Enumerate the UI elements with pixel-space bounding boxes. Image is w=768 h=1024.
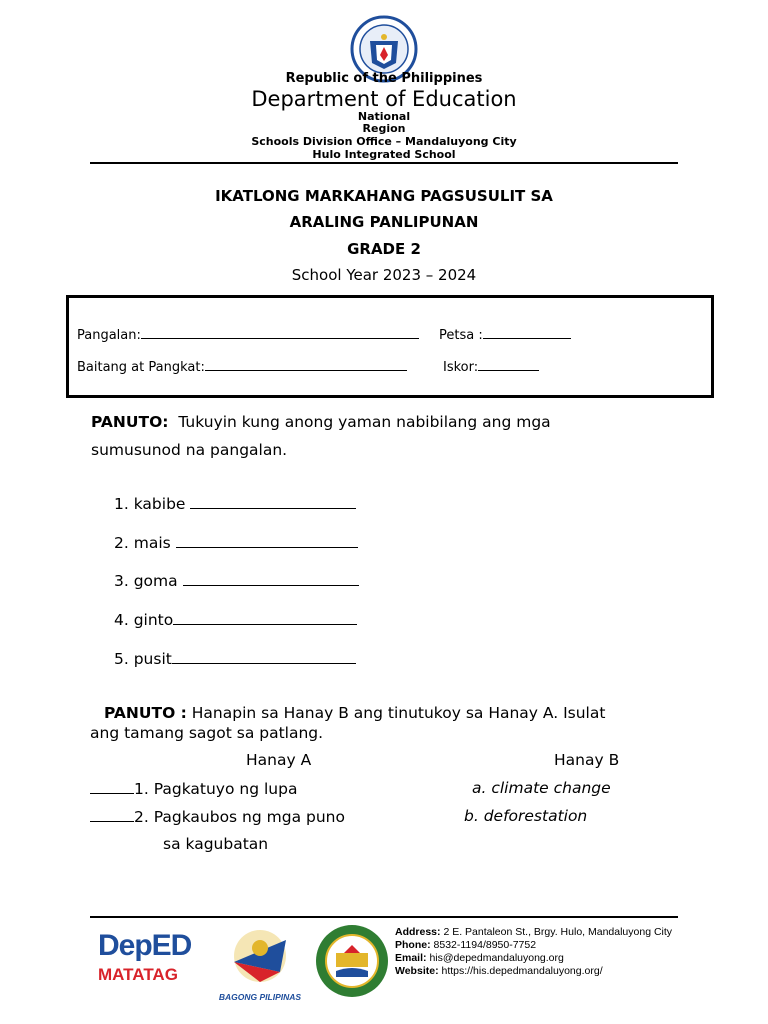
- part1-item-blank[interactable]: [173, 610, 357, 625]
- deped-matatag-logo: [98, 929, 198, 999]
- republic-heading: Republic of the Philippines: [285, 71, 483, 86]
- region-heading: Region: [362, 122, 406, 135]
- website-label: Website:: [395, 965, 439, 977]
- footer-address: [395, 926, 672, 938]
- bagong-pilipinas-emblem-icon: [210, 922, 310, 986]
- section-blank[interactable]: [205, 356, 407, 371]
- section-field-row: [77, 356, 407, 375]
- deped-logo-text: DepED: [98, 929, 192, 962]
- part1-item-blank[interactable]: [176, 533, 358, 548]
- grade-heading: GRADE 2: [347, 240, 421, 258]
- part1-item-blank[interactable]: [172, 649, 356, 664]
- score-field-row: [443, 356, 539, 375]
- part2-directions-line2: ang tamang sagot sa patlang.: [90, 724, 324, 742]
- department-heading: Department of Education: [251, 87, 517, 111]
- division-heading: Schools Division Office – Mandaluyong City: [251, 135, 517, 148]
- school-year: School Year 2023 – 2024: [291, 266, 477, 284]
- part1-item-text: 5. pusit: [114, 650, 172, 668]
- date-label: Petsa :: [439, 328, 483, 343]
- address-value: 2 E. Pantaleon St., Brgy. Hulo, Mandaluyong City: [443, 926, 673, 938]
- footer-website: [395, 965, 603, 977]
- bagong-pilipinas-text: BAGONG PILIPINAS: [218, 992, 302, 1002]
- email-value[interactable]: his@depedmandaluyong.org: [429, 952, 564, 964]
- student-info-box: [66, 295, 714, 398]
- name-field-row: [77, 324, 419, 343]
- part1-item-text: 3. goma: [114, 572, 178, 590]
- part2-directions-label: PANUTO :: [104, 704, 187, 722]
- part2-item-a-text: 1. Pagkatuyo ng lupa: [134, 780, 298, 798]
- part2-item-a: [90, 807, 345, 826]
- part2-item-b: b. deforestation: [464, 807, 588, 825]
- phone-value: 8532-1194/8950-7752: [433, 939, 537, 951]
- part2-answer-blank[interactable]: [90, 779, 134, 794]
- exam-title-line2: ARALING PANLIPUNAN: [289, 213, 479, 231]
- part1-item-text: 2. mais: [114, 534, 171, 552]
- part2-answer-blank[interactable]: [90, 807, 134, 822]
- part1-item: [114, 533, 358, 552]
- column-b-header: Hanay B: [554, 751, 620, 769]
- national-heading: National: [357, 110, 411, 123]
- part2-directions-line1: [104, 704, 605, 722]
- part1-item: [114, 494, 356, 513]
- part1-directions-line2: sumusunod na pangalan.: [91, 441, 288, 459]
- part1-item-blank[interactable]: [190, 494, 356, 509]
- matatag-logo-text: MATATAG: [98, 965, 178, 984]
- section-label: Baitang at Pangkat:: [77, 360, 205, 375]
- part1-directions-text: Tukuyin kung anong yaman nabibilang ang mga: [178, 413, 551, 431]
- exam-title-line1: IKATLONG MARKAHANG PAGSUSULIT SA: [215, 187, 553, 205]
- part2-item-a-text: 2. Pagkaubos ng mga puno: [134, 808, 345, 826]
- part1-item-blank[interactable]: [183, 571, 359, 586]
- header-divider: [90, 162, 678, 164]
- part1-item-text: 1. kabibe: [114, 495, 186, 513]
- part2-directions-text: Hanapin sa Hanay B ang tinutukoy sa Hanay A. Isulat: [191, 704, 606, 722]
- part2-item-a-continued: sa kagubatan: [163, 835, 269, 853]
- email-label: Email:: [395, 952, 427, 964]
- part1-item: [114, 649, 356, 668]
- column-a-header: Hanay A: [246, 751, 312, 769]
- date-field-row: [439, 324, 571, 343]
- part2-item-a: [90, 779, 297, 798]
- address-label: Address:: [395, 926, 441, 938]
- part1-directions-label: PANUTO:: [91, 413, 169, 431]
- website-link[interactable]: https://his.depedmandaluyong.org/: [441, 965, 603, 977]
- part1-item: [114, 610, 357, 629]
- date-blank[interactable]: [483, 324, 571, 339]
- phone-label: Phone:: [395, 939, 431, 951]
- footer-email: [395, 952, 564, 964]
- part2-item-b: a. climate change: [472, 779, 611, 797]
- school-seal-logo: [314, 923, 390, 999]
- school-heading: Hulo Integrated School: [312, 148, 456, 161]
- name-label: Pangalan:: [77, 328, 141, 343]
- part1-item-text: 4. ginto: [114, 611, 174, 629]
- score-label: Iskor:: [443, 360, 479, 375]
- footer-phone: [395, 939, 536, 951]
- name-blank[interactable]: [141, 324, 419, 339]
- score-blank[interactable]: [478, 356, 539, 371]
- footer-divider: [90, 916, 678, 918]
- part1-item: [114, 571, 359, 590]
- bagong-pilipinas-logo: [210, 922, 310, 1000]
- part1-directions-line1: [91, 413, 551, 431]
